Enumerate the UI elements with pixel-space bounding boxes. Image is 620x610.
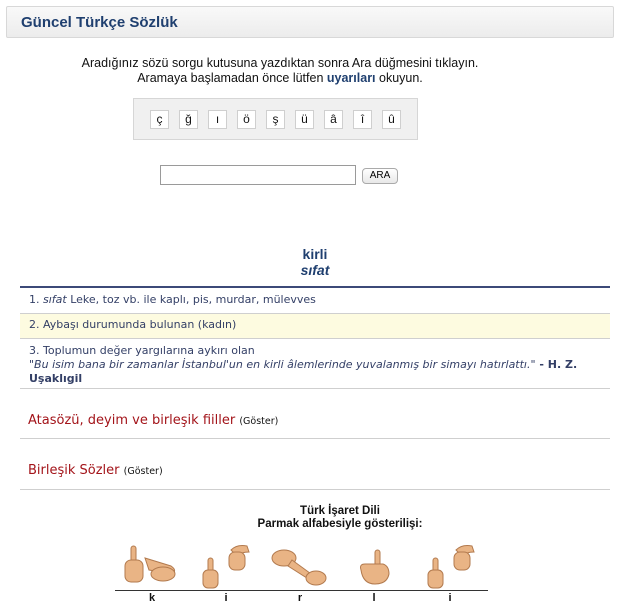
app-header [6, 6, 614, 38]
divider [20, 388, 610, 389]
quote-author-surname: Uşaklıgil [29, 372, 83, 385]
definition-2: 2. Aybaşı durumunda bulunan (kadın) [20, 314, 610, 338]
definition-3: 3. Toplumun değer yargılarına aykırı olan "Bu isim bana bir zamanlar İstanbul'un en kirli âlemlerinde yuvalanmış bir simayı hatırlattı." - H. Z. Uşaklıgil [20, 344, 610, 386]
warnings-link[interactable]: uyarıları [326, 71, 376, 85]
search-button[interactable]: ARA [362, 168, 398, 184]
app-title: Güncel Türkçe Sözlük [21, 14, 178, 31]
sign-letter: i [448, 592, 452, 604]
hand-sign-i2-side-icon [450, 542, 480, 574]
char-button-a-circumflex[interactable]: â [324, 110, 343, 129]
instructions-line1: Aradığınız sözü sorgu kutusuna yazdıktan sonra Ara düğmesini tıklayın. [81, 56, 479, 70]
divider [20, 489, 610, 490]
entry-word: kirli [302, 246, 328, 262]
sign-letter: i [224, 592, 228, 604]
search-input[interactable] [160, 165, 356, 185]
example-quote: "Bu isim bana bir zamanlar İstanbul'un en kirli âlemlerinde yuvalanmış bir simayı hatırlattı." [29, 358, 536, 371]
char-button-i-circumflex[interactable]: î [353, 110, 372, 129]
hand-sign-i-side-icon [225, 542, 255, 574]
sign-language-title: Türk İşaret Dili [300, 505, 380, 517]
entry-divider [20, 286, 610, 288]
show-compounds-link[interactable]: (Göster) [123, 466, 163, 477]
special-char-panel [133, 98, 418, 140]
char-button-u-umlaut[interactable]: ü [295, 110, 314, 129]
hand-sign-l-icon [355, 548, 395, 588]
hand-sign-k-icon [115, 542, 190, 588]
char-button-s-cedilla[interactable]: ş [266, 110, 285, 129]
hand-sign-i2-icon [423, 556, 451, 590]
char-button-c-cedilla[interactable]: ç [150, 110, 169, 129]
sign-letter: r [297, 592, 303, 604]
sign-language-subtitle: Parmak alfabesiyle gösterilişi: [257, 518, 423, 530]
section-idioms[interactable]: Atasözü, deyim ve birleşik fiiller (Göster) [28, 413, 279, 428]
hand-sign-r-icon [268, 546, 330, 588]
char-button-o-umlaut[interactable]: ö [237, 110, 256, 129]
sign-baseline [115, 590, 488, 591]
quote-author: H. Z. [547, 358, 578, 371]
char-button-dotless-i[interactable]: ı [208, 110, 227, 129]
section-compound-words[interactable]: Birleşik Sözler (Göster) [28, 463, 163, 478]
instructions-line2: Aramaya başlamadan önce lütfen uyarıları okuyun. [137, 71, 423, 85]
divider [20, 438, 610, 439]
instructions [0, 56, 560, 86]
hand-sign-i-icon [198, 556, 226, 590]
char-button-g-breve[interactable]: ğ [179, 110, 198, 129]
definition-1: 1. sıfat Leke, toz vb. ile kaplı, pis, murdar, mülevves [29, 293, 316, 306]
sign-letter: k [148, 592, 156, 604]
char-button-u-circumflex[interactable]: û [382, 110, 401, 129]
sign-letter: l [372, 592, 376, 604]
entry-part-of-speech: sıfat [300, 262, 330, 278]
show-idioms-link[interactable]: (Göster) [239, 416, 279, 427]
divider [20, 338, 610, 339]
